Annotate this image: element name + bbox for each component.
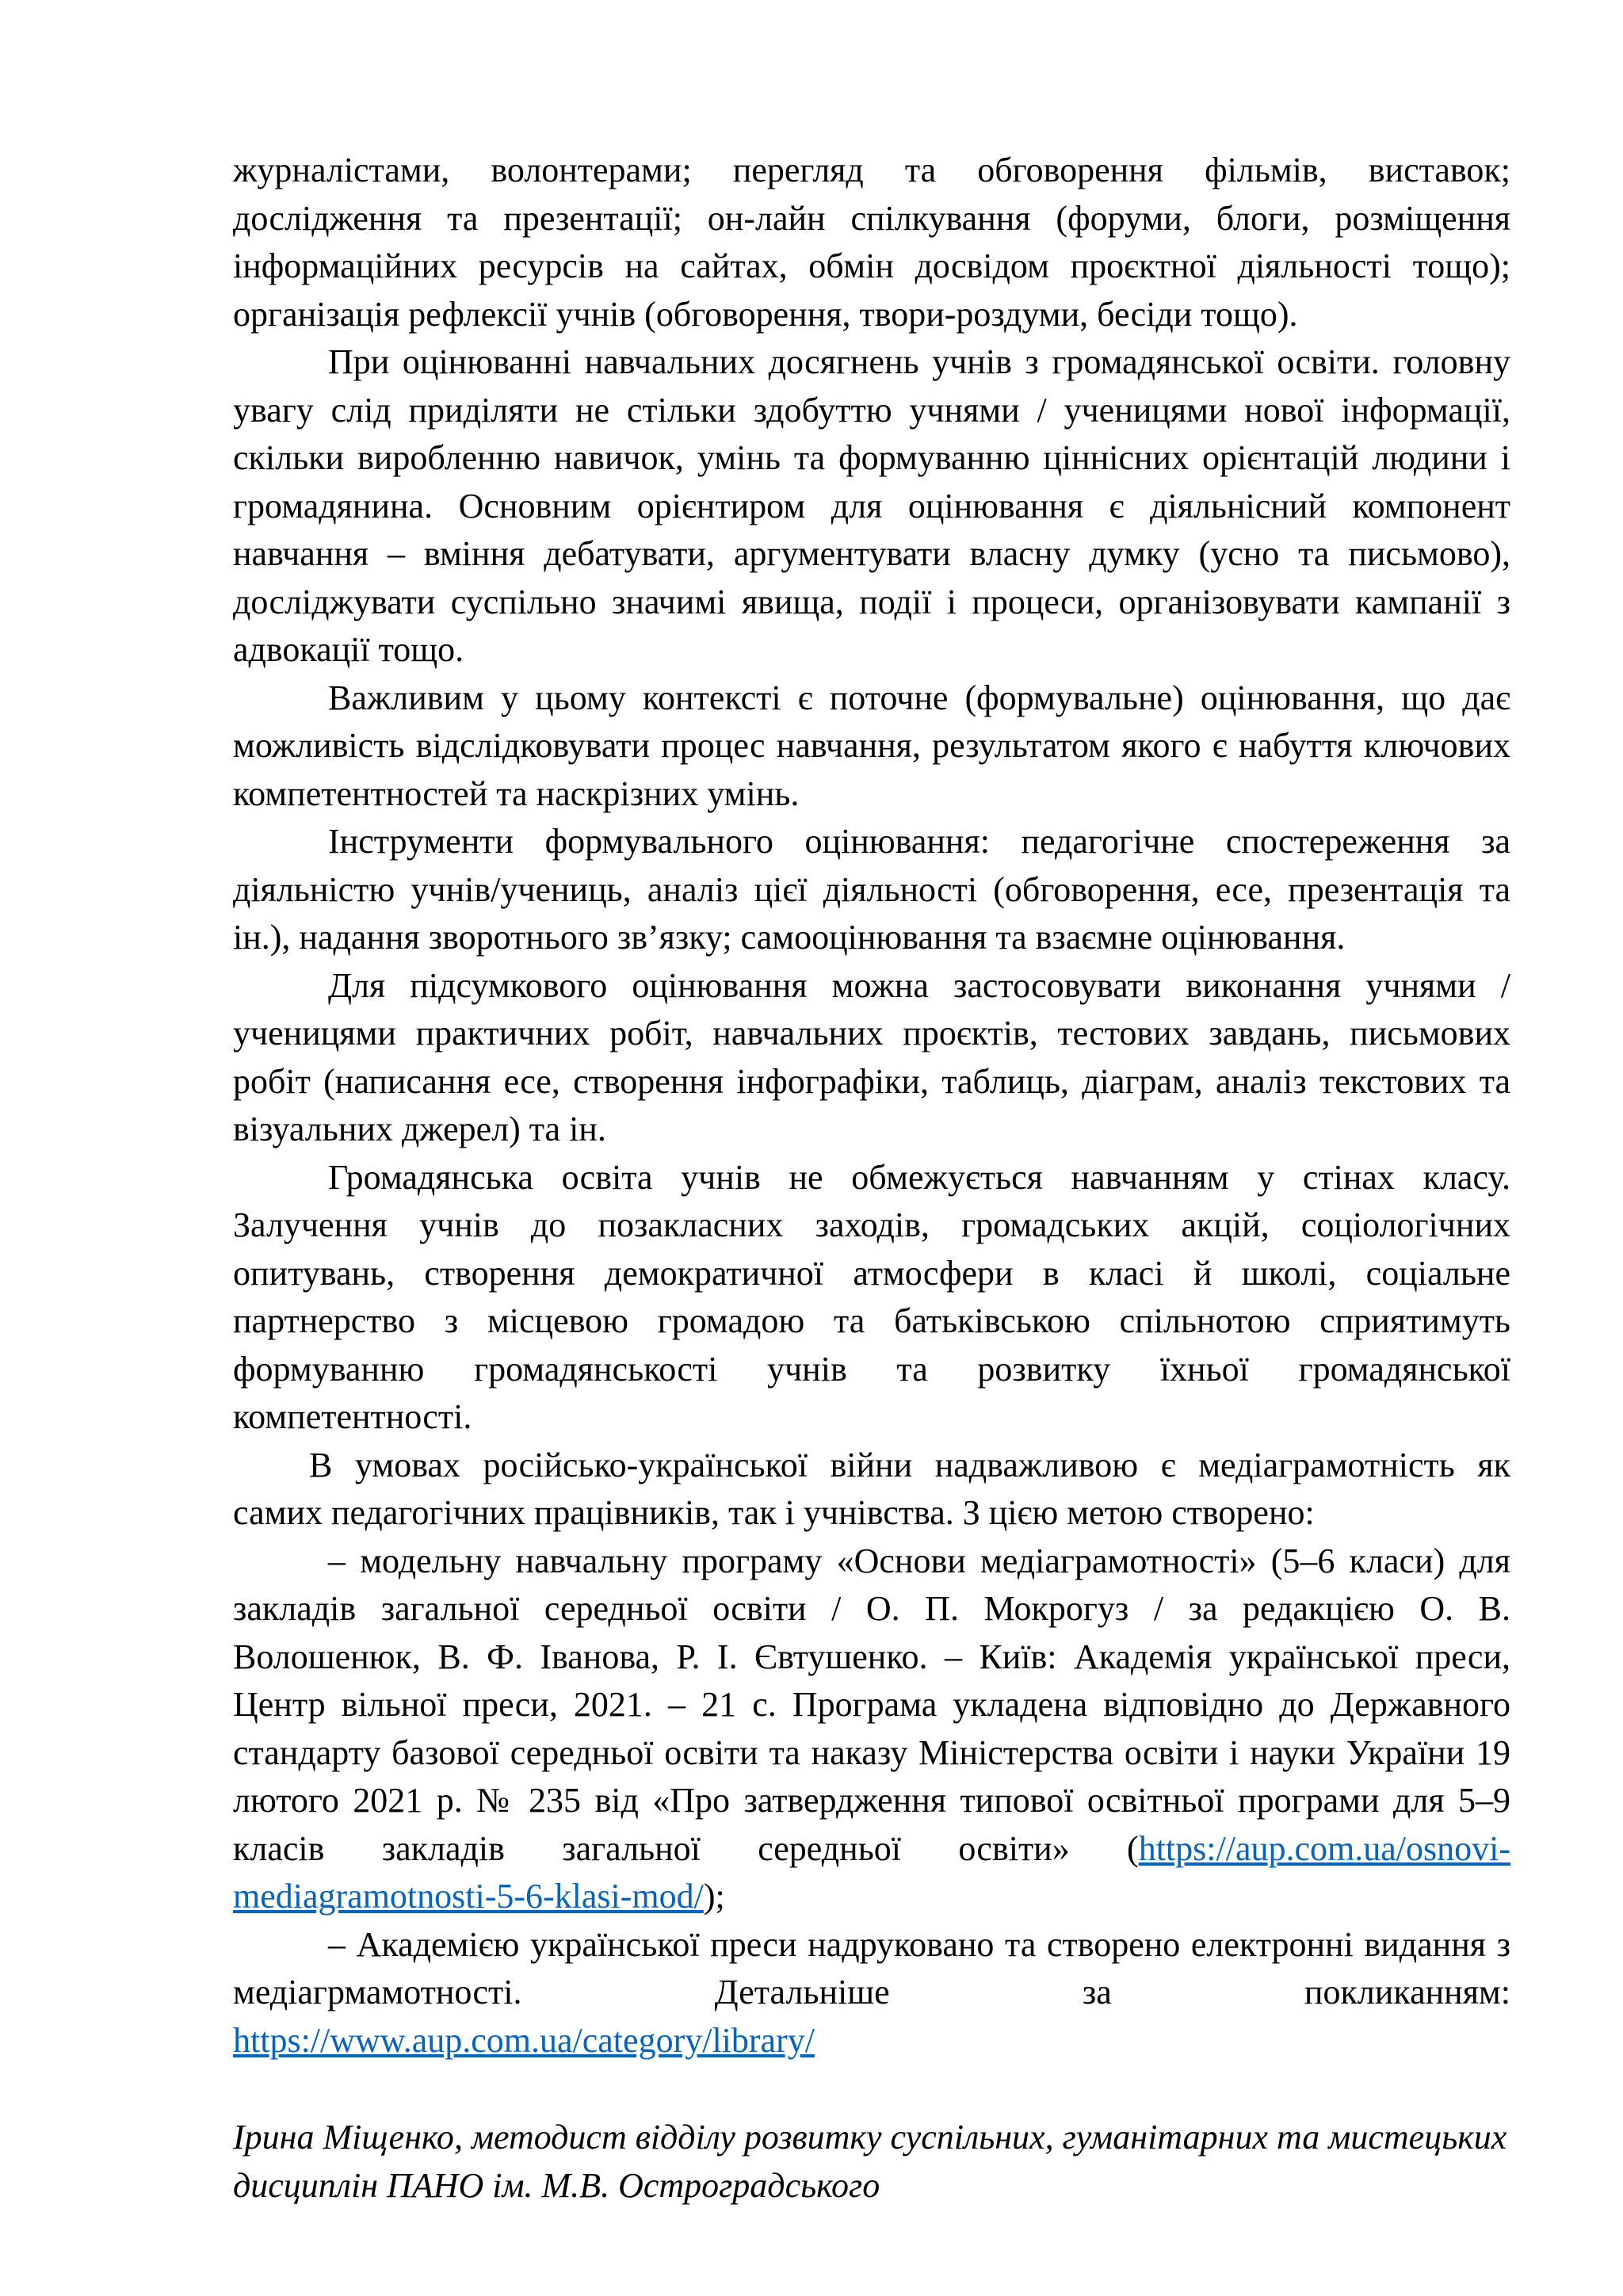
program-link[interactable]: https://aup.com.ua/osnovi-mediagramotnosti-5-6-klasi-mod/ bbox=[233, 1828, 1510, 1916]
signature-position: , методист відділу розвитку суспільних, гуманітарних та мистецьких дисциплін ПАНО ім. М.В. Остроградського bbox=[233, 2118, 1507, 2205]
paragraph-5: Для підсумкового оцінювання можна застосовувати виконання учнями / ученицями практичних робіт, навчальних проєктів, тестових завдань, письмових робіт (написання есе, створення інфографіки, таблиць, діаграм, аналіз текстових та візуальних джерел) та ін. bbox=[233, 965, 1510, 1148]
paragraph-8-text: – модельну навчальну програму «Основи медіаграмотності» (5–6 класи) для закладів загальної середньої освіти / О. П. Мокрогуз / за редакцією О. В. Волошенюк, В. Ф. Іванова, Р. І. Євтушенко. – Київ: Академія української преси, Центр вільної преси, 2021. – 21 с. Програма укладена відповідно до Державного стандарту базової середньої освіти та наказу Міністерства освіти і науки України 19 лютого 2021 р. № 235 від «Про затвердження типової освітньої програми для 5–9 класів закладів загальної середньої освіти» ( bbox=[233, 1541, 1510, 1868]
paragraph-2: При оцінюванні навчальних досягнень учнів з громадянської освіти. головну увагу слід приділяти не стільки здобуттю учнями / ученицями нової інформації, скільки виробленню навичок, умінь та формуванню ціннісних орієнтацій людини і громадянина. Основним орієнтиром для оцінювання є діяльнісний компонент навчання – вміння дебатувати, аргументувати власну думку (усно та письмово), досліджувати суспільно значимі явища, події і процеси, організовувати кампанії з адвокації тощо. bbox=[233, 342, 1510, 669]
paragraph-9-text: – Академією української преси надруковано та створено електронні видання з медіагрмамотності. Детальніше за покликанням: bbox=[233, 1924, 1510, 2011]
signature-name: Ірина Міщенко bbox=[233, 2118, 454, 2157]
paragraph-7: В умовах російсько-української війни надважливою є медіаграмотність як самих педагогічних працівників, так і учнівства. З цією метою створено: bbox=[233, 1445, 1510, 1532]
paragraph-6: Громадянська освіта учнів не обмежується навчанням у стінах класу. Залучення учнів до позакласних заходів, громадських акцій, соціологічних опитувань, створення демократичної атмосфери в класі й школі, соціальне партнерство з місцевою громадою та батьківською спільнотою сприятимуть формуванню громадянськості учнів та розвитку їхньої громадянської компетентності. bbox=[233, 1157, 1510, 1436]
paragraph-3: Важливим у цьому контексті є поточне (формувальне) оцінювання, що дає можливість відслідковувати процес навчання, результатом якого є набуття ключових компетентностей та наскрізних умінь. bbox=[233, 678, 1510, 813]
paragraph-4: Інструменти формувального оцінювання: педагогічне спостереження за діяльністю учнів/учениць, аналіз цієї діяльності (обговорення, есе, презентація та ін.), надання зворотнього зв’язку; самооцінювання та взаємне оцінювання. bbox=[233, 822, 1510, 957]
paragraph-8 bbox=[233, 1538, 1510, 1921]
document-page bbox=[233, 147, 1510, 2210]
paragraph-9 bbox=[233, 1921, 1510, 2065]
signature bbox=[233, 2114, 1510, 2210]
library-link[interactable]: https://www.aup.com.ua/category/library/ bbox=[233, 2020, 815, 2060]
paragraph-8-end: ); bbox=[703, 1877, 725, 1916]
paragraph-1: журналістами, волонтерами; перегляд та обговорення фільмів, виставок; дослідження та презентації; он-лайн спілкування (форуми, блоги, розміщення інформаційних ресурсів на сайтах, обмін досвідом проєктної діяльності тощо); організація рефлексії учнів (обговорення, твори-роздуми, бесіди тощо). bbox=[233, 151, 1510, 334]
